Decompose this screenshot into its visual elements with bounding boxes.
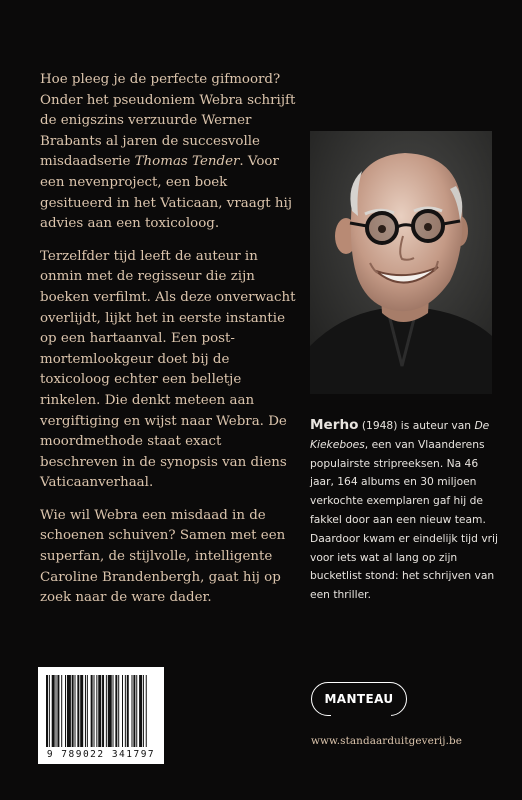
- isbn-barcode: [38, 667, 164, 764]
- author-bio: [310, 416, 500, 605]
- series-title: Thomas Tender: [134, 154, 240, 170]
- isbn-number: 9 789022 341797: [46, 749, 156, 760]
- blurb-text: . Voor een nevenproject, een boek gesitueerd in het Vaticaan, vraagt hij advies aan een toxicoloog.: [40, 154, 292, 232]
- publisher-logo: [311, 682, 411, 716]
- author-name: Merho: [310, 417, 359, 433]
- blurb-paragraph-3: Wie wil Webra een misdaad in de schoenen schuiven? Samen met een superfan, de stijlvolle, intelligente Caroline Brandenbergh, gaat hij op zoek naar de ware dader.: [40, 507, 286, 606]
- blurb-paragraph-2: Terzelfder tijd leeft de auteur in onmin met de regisseur die zijn boeken verfilmt. Als deze onverwacht overlijdt, lijkt het in eerste instantie op een hartaanval. Een post-mortemlookgeur doet bij de toxicoloog echter een belletje rinkelen. Die denkt meteen aan vergiftiging en wijst naar Webra. De moordmethode staat exact beschreven in de synopsis van diens Vaticaanverhaal.: [40, 248, 296, 491]
- back-cover-blurb: [40, 70, 300, 621]
- blurb-text: Hoe pleeg je de perfecte gifmoord? Onder het pseudoniem Webra schrijft de enigszins verzuurde Werner Brabants al jaren de succesvolle misdaadserie: [40, 72, 296, 170]
- bio-series: De Kiekeboes: [310, 419, 490, 451]
- publisher-website: www.standaarduitgeverij.be: [311, 735, 463, 747]
- author-photo: [310, 131, 492, 394]
- bio-text: , een van Vlaanderens populairste stripreeksen. Na 46 jaar, 164 albums en 30 miljoen verkochte exemplaren gaf hij de fakkel door aan een nieuw team. Daardoor kwam er eindelijk tijd vrij voor iets wat al lang op zijn bucketlist stond: het schrijven van een thriller.: [310, 437, 498, 602]
- blurb-paragraph-1: [40, 70, 300, 235]
- publisher-logo-text: MANTEAU: [324, 692, 394, 706]
- barcode-bars: [44, 675, 158, 747]
- bio-text: (1948) is auteur van: [358, 419, 475, 432]
